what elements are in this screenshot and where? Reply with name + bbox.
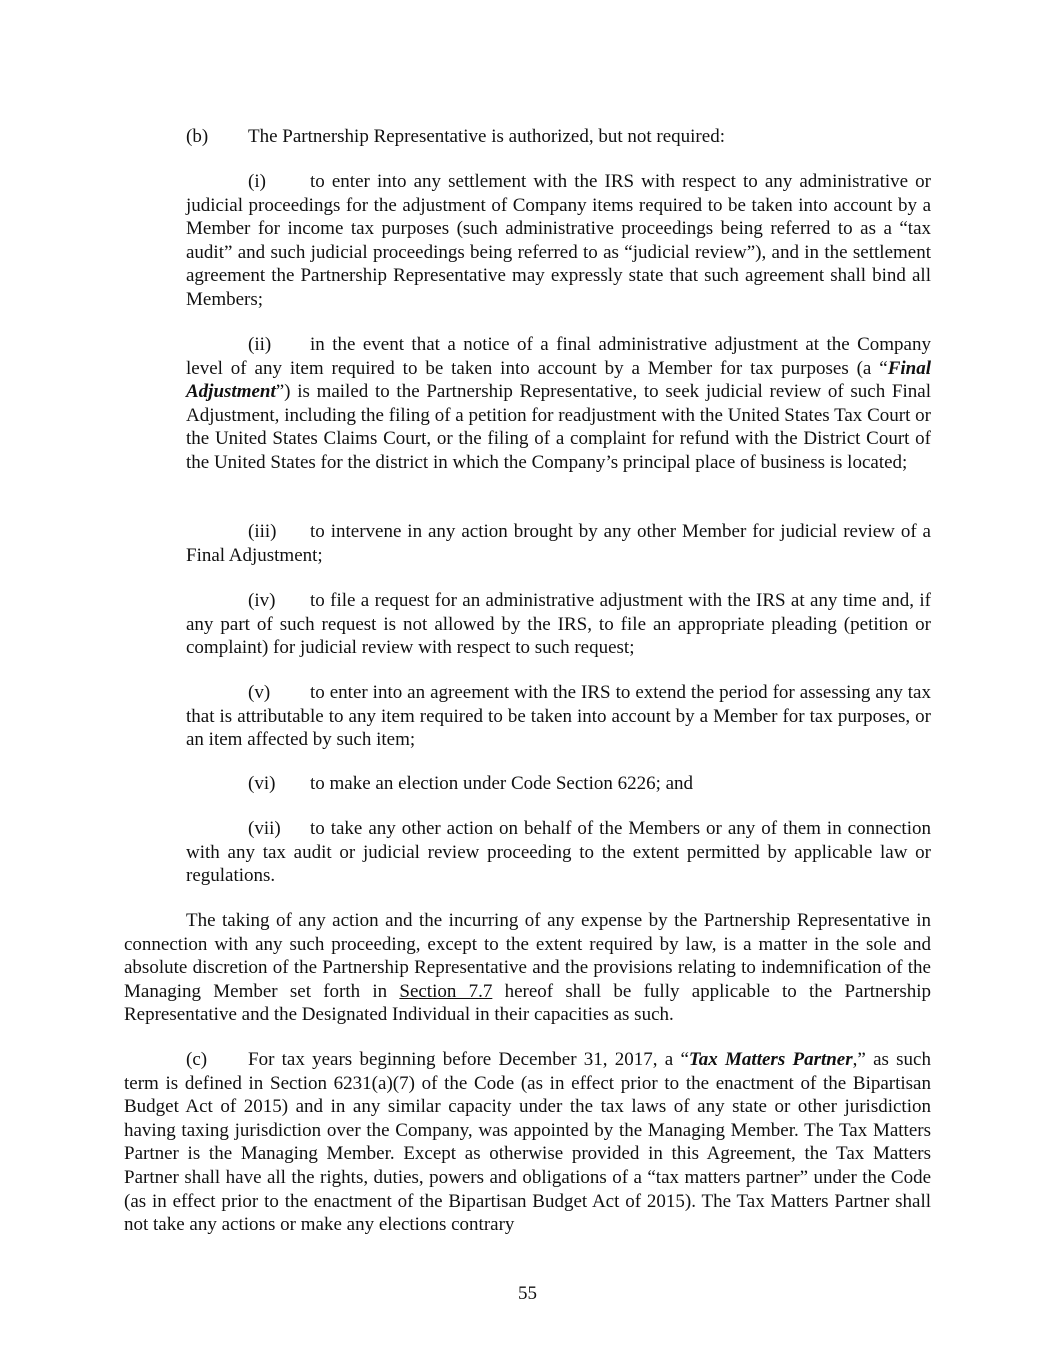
item-ii — [186, 333, 931, 475]
paragraph-c-text-before: For tax years beginning before December 31, 2017, a “ — [248, 1049, 689, 1070]
closing-paragraph-text-after: hereof shall be fully applicable to the Partnership Representative and the Designated Individual in their capacities as such. — [124, 980, 931, 1026]
item-vi-label: (vi) — [248, 773, 276, 794]
section-7-7-reference: Section 7.7 — [399, 980, 493, 1002]
item-iv-label: (iv) — [248, 590, 276, 611]
closing-paragraph-text-before: The taking of any action and the incurring of any expense by the Partnership Representative in connection with any such proceeding, except to the extent required by law, is a matter in the sole and absolute discretion of the Partnership Representative and the provisions relating to indemnification of the Managing Member set forth in — [124, 910, 931, 1002]
item-i-text: to enter into any settlement with the IRS with respect to any administrative or judicial proceedings for the adjustment of Company items required to be taken into account by a Member for income tax purposes (such administrative proceedings being referred to as a “tax audit” and such judicial proceedings being referred to as “judicial review”), and in the settlement agreement the Partnership Representative may expressly state that such agreement shall bind all Members; — [186, 171, 931, 310]
defined-term-final-adjustment: Final Adjustment — [186, 357, 931, 403]
item-vii-text: to take any other action on behalf of the Members or any of them in connection with any tax audit or judicial review proceeding to the extent permitted by applicable law or regulations. — [186, 818, 931, 887]
item-v-text: to enter into an agreement with the IRS to extend the period for assessing any tax that is attributable to any item required to be taken into account by a Member for tax purposes, or an item affected by such item; — [186, 682, 931, 751]
item-ii-text-after: ”) is mailed to the Partnership Representative, to seek judicial review of such Final Adjustment, including the filing of a petition for readjustment with the United States Tax Court or the United States Claims Court, or the filing of a complaint for refund with the District Court of the United States for the district in which the Company’s principal place of business is located; — [186, 381, 931, 473]
item-i-label: (i) — [248, 171, 266, 192]
paragraph-c-label: (c) — [186, 1049, 208, 1070]
defined-term-tax-matters-partner: Tax Matters Partner — [688, 1049, 853, 1070]
item-iii-text: to intervene in any action brought by any other Member for judicial review of a Final Adjustment; — [186, 521, 931, 566]
closing-paragraph — [124, 909, 931, 1027]
item-ii-label: (ii) — [248, 334, 272, 355]
paragraph-b — [186, 125, 931, 149]
item-vi-text: to make an election under Code Section 6226; and — [310, 773, 694, 794]
item-vii — [186, 817, 931, 888]
paragraph-c — [124, 1048, 931, 1237]
paragraph-b-label: (b) — [186, 126, 209, 147]
item-i — [186, 170, 931, 312]
paragraph-c-text-after: ,” as such term is defined in Section 6231(a)(7) of the Code (as in effect prior to the enactment of the Bipartisan Budget Act of 2015) and in any similar capacity under the tax laws of any state or other jurisdiction having taxing jurisdiction over the Company, was appointed by the Managing Member. The Tax Matters Partner is the Managing Member. Except as otherwise provided in this Agreement, the Tax Matters Partner shall have all the rights, duties, powers and obligations of a “tax matters partner” under the Code (as in effect prior to the enactment of the Bipartisan Budget Act of 2015). The Tax Matters Partner shall not take any actions or make any elections contrary — [124, 1049, 931, 1236]
item-ii-text-before: in the event that a notice of a final administrative adjustment at the Company level of any item required to be taken into account by a Member for tax purposes (a “ — [186, 334, 931, 379]
paragraph-b-text: The Partnership Representative is authorized, but not required: — [248, 126, 725, 147]
item-vii-label: (vii) — [248, 818, 281, 839]
item-iii — [186, 520, 931, 567]
item-v-label: (v) — [248, 682, 271, 703]
item-iii-label: (iii) — [248, 521, 277, 542]
page-number: 55 — [518, 1283, 537, 1304]
item-iv-text: to file a request for an administrative adjustment with the IRS at any time and, if any part of such request is not allowed by the IRS, to file an appropriate pleading (petition or complaint) for judicial review with respect to such request; — [186, 590, 931, 659]
item-vi — [186, 772, 931, 796]
item-v — [186, 681, 931, 752]
item-iv — [186, 589, 931, 660]
